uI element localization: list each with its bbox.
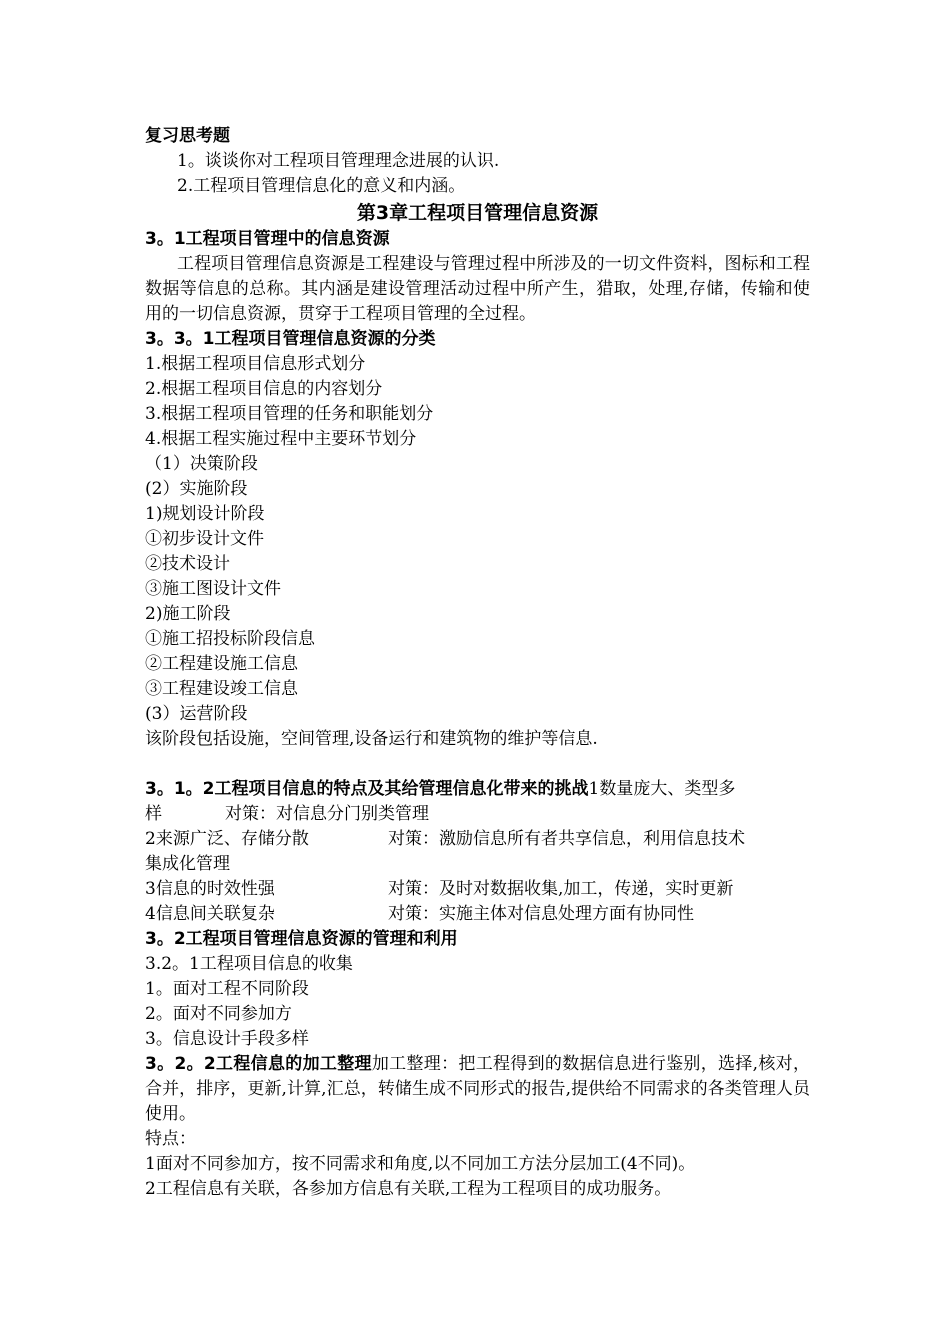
list-item: 3。信息设计手段多样 xyxy=(145,1029,309,1049)
feature-measure: 对策：对信息分门别类管理 xyxy=(225,804,429,824)
section-3-2-heading: 3。2工程项目管理信息资源的管理和利用 xyxy=(145,929,458,949)
list-item: 2。面对不同参加方 xyxy=(145,1004,292,1024)
list-item: 2)施工阶段 xyxy=(145,604,231,624)
feature-1-text: 1数量庞大、类型多 xyxy=(588,779,736,799)
feature-row xyxy=(145,877,810,902)
list-item: ②工程建设施工信息 xyxy=(145,654,298,674)
list-item: 4.根据工程实施过程中主要环节划分 xyxy=(145,429,417,449)
section-3-1-heading: 3。1工程项目管理中的信息资源 xyxy=(145,229,390,249)
feature-row xyxy=(145,902,810,927)
list-item: ③施工图设计文件 xyxy=(145,579,281,599)
list-item: ②技术设计 xyxy=(145,554,230,574)
blank-line xyxy=(145,752,810,777)
list-item: 该阶段包括设施，空间管理,设备运行和建筑物的维护等信息. xyxy=(145,729,598,749)
feature-measure-continuation: 集成化管理 xyxy=(145,854,230,874)
list-item: 1。面对工程不同阶段 xyxy=(145,979,309,999)
list-item: （1）决策阶段 xyxy=(145,454,258,474)
feature-text: 2来源广泛、存储分散 xyxy=(145,829,309,849)
review-title: 复习思考题 xyxy=(145,126,230,146)
list-item: 1.根据工程项目信息形式划分 xyxy=(145,354,366,374)
feature-row xyxy=(145,802,810,827)
section-3-1-paragraph: 工程项目管理信息资源是工程建设与管理过程中所涉及的一切文件资料，图标和工程数据等信息的总称。其内涵是建设管理活动过程中所产生，猎取，处理,存储，传输和使用的一切信息资源，贯穿于工程项目管理的全过程。 xyxy=(145,254,810,324)
list-item: 3.根据工程项目管理的任务和职能划分 xyxy=(145,404,434,424)
review-question-2: 2.工程项目管理信息化的意义和内涵。 xyxy=(177,176,466,196)
list-item: ①初步设计文件 xyxy=(145,529,264,549)
section-3-2-2-paragraph xyxy=(145,1052,810,1127)
features-label: 特点： xyxy=(145,1129,196,1149)
feature-row xyxy=(145,827,810,852)
document-body xyxy=(145,124,810,1202)
list-item: (2）实施阶段 xyxy=(145,479,248,499)
section-3-1-2-first-line xyxy=(145,777,810,802)
chapter-title: 第3章工程项目管理信息资源 xyxy=(356,202,599,224)
feature-text: 4信息间关联复杂 xyxy=(145,904,275,924)
section-3-3-1-heading: 3。3。1工程项目管理信息资源的分类 xyxy=(145,329,436,349)
list-item: 1面对不同参加方，按不同需求和角度,以不同加工方法分层加工(4不同)。 xyxy=(145,1154,696,1174)
section-3-2-2-text: 加工整理：把工程得到的数据信息进行鉴别，选择,核对，合并，排序，更新,计算,汇总，转储生成不同形式的报告,提供给不同需求的各类管理人员使用。 xyxy=(145,1054,810,1124)
list-item: 1)规划设计阶段 xyxy=(145,504,265,524)
list-item: ③工程建设竣工信息 xyxy=(145,679,298,699)
feature-measure: 对策：激励信息所有者共享信息，利用信息技术 xyxy=(388,829,745,849)
list-item: 2.根据工程项目信息的内容划分 xyxy=(145,379,383,399)
feature-measure: 对策：及时对数据收集,加工，传递，实时更新 xyxy=(388,879,734,899)
feature-1-continuation: 样 xyxy=(145,804,162,824)
review-question-1: 1。谈谈你对工程项目管理理念进展的认识. xyxy=(177,151,500,171)
section-3-1-2-heading: 3。1。2工程项目信息的特点及其给管理信息化带来的挑战 xyxy=(145,779,589,799)
feature-text: 3信息的时效性强 xyxy=(145,879,275,899)
section-3-2-2-heading: 3。2。2工程信息的加工整理 xyxy=(145,1054,372,1074)
list-item: 3.2。1工程项目信息的收集 xyxy=(145,954,353,974)
feature-measure: 对策：实施主体对信息处理方面有协同性 xyxy=(388,904,694,924)
list-item: 2工程信息有关联，各参加方信息有关联,工程为工程项目的成功服务。 xyxy=(145,1179,672,1199)
list-item: ①施工招投标阶段信息 xyxy=(145,629,315,649)
list-item: (3）运营阶段 xyxy=(145,704,248,724)
